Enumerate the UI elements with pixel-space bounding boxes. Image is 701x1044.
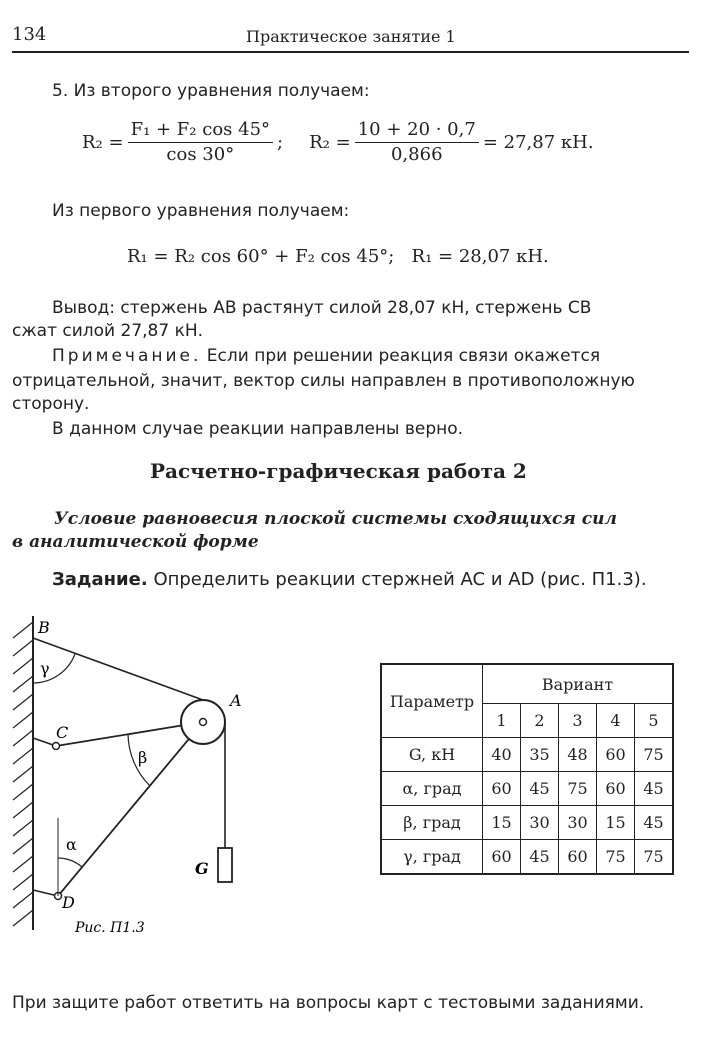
- section-subtitle-line2: в аналитической форме: [12, 532, 259, 552]
- note-line1-rest: Если при решении реакция связи окажется: [201, 346, 601, 366]
- label-a: A: [230, 691, 242, 710]
- row-param: G, кН: [381, 738, 483, 772]
- row-param: β, град: [381, 806, 483, 840]
- table-cell: 60: [483, 772, 521, 806]
- r2-separator: ;: [277, 132, 284, 153]
- label-beta: β: [138, 748, 148, 767]
- wall-hatching: [13, 622, 33, 926]
- label-b: B: [38, 618, 50, 637]
- label-d: D: [62, 893, 75, 912]
- table-cell: 35: [521, 738, 559, 772]
- rope-ba: [33, 638, 203, 700]
- figure-caption: Рис. П1.3: [75, 920, 145, 936]
- rod-da: [58, 722, 203, 896]
- r2b-fraction: [355, 120, 479, 165]
- table-row: [381, 840, 673, 875]
- table-cell: 45: [521, 840, 559, 875]
- section-subtitle-line1: Условие равновесия плоской системы сходящихся сил: [54, 509, 617, 529]
- r2-lhs: R₂ =: [82, 132, 124, 153]
- label-gamma: γ: [40, 659, 50, 678]
- table-cell: 75: [559, 772, 597, 806]
- variant-number: 3: [559, 704, 597, 738]
- table-header-row: [381, 664, 673, 704]
- row-param: α, град: [381, 772, 483, 806]
- section-title: Расчетно-графическая работа 2: [150, 459, 527, 483]
- variant-number: 5: [635, 704, 674, 738]
- variant-number: 4: [597, 704, 635, 738]
- table-cell: 60: [597, 738, 635, 772]
- table-row: [381, 806, 673, 840]
- label-alpha: α: [66, 835, 77, 854]
- table-cell: 45: [635, 772, 674, 806]
- note-line4: В данном случае реакции направлены верно.: [52, 419, 464, 439]
- table-cell: 75: [635, 840, 674, 875]
- note-line2: отрицательной, значит, вектор силы направлен в противоположную: [12, 371, 635, 391]
- table-cell: 60: [483, 840, 521, 875]
- r2b-denominator: 0,866: [390, 144, 443, 165]
- angle-alpha-arc: [58, 858, 82, 867]
- note-label: Примечание.: [52, 346, 202, 366]
- table-cell: 75: [635, 738, 674, 772]
- r2b-numerator: 10 + 20 · 0,7: [355, 120, 479, 143]
- task-label: Задание.: [52, 569, 148, 590]
- table-row: [381, 772, 673, 806]
- mechanics-figure: [0, 608, 300, 938]
- variant-header: Вариант: [483, 664, 674, 704]
- conclusion-line2: сжат силой 27,87 кН.: [12, 321, 204, 341]
- header-rule: [12, 51, 689, 53]
- variant-number: 1: [483, 704, 521, 738]
- pulley-axle: [200, 719, 207, 726]
- step5-intro: 5. Из второго уравнения получаем:: [52, 81, 370, 101]
- table-cell: 60: [559, 840, 597, 875]
- table-cell: 30: [559, 806, 597, 840]
- running-title: Практическое занятие 1: [246, 27, 456, 46]
- table-row: [381, 738, 673, 772]
- task-text: Определить реакции стержней AC и AD (рис. П1.3).: [147, 569, 647, 590]
- variant-number: 2: [521, 704, 559, 738]
- table-cell: 60: [597, 772, 635, 806]
- note-line1: [52, 345, 600, 368]
- r2-formula: [82, 120, 594, 165]
- page-number: 134: [12, 24, 47, 45]
- r2b-lhs: R₂ =: [309, 132, 351, 153]
- conclusion-line1: Вывод: стержень AB растянут силой 28,07 кН, стержень CB: [52, 298, 592, 318]
- weight-g: [218, 848, 232, 882]
- table-cell: 45: [521, 772, 559, 806]
- label-g: G: [195, 859, 209, 878]
- task-line: [52, 568, 647, 591]
- r2-numerator: F₁ + F₂ cos 45°: [128, 120, 273, 143]
- hinge-c: [53, 743, 60, 750]
- row-param: γ, град: [381, 840, 483, 875]
- r2-fraction: [128, 120, 273, 165]
- r2b-result: = 27,87 кН.: [482, 132, 594, 153]
- footer-text: При защите работ ответить на вопросы карт с тестовыми заданиями.: [12, 993, 645, 1013]
- note-line3: сторону.: [12, 394, 90, 414]
- table-cell: 30: [521, 806, 559, 840]
- r1-formula: R₁ = R₂ cos 60° + F₂ cos 45°; R₁ = 28,07 кН.: [127, 246, 549, 267]
- table-cell: 75: [597, 840, 635, 875]
- table-cell: 15: [483, 806, 521, 840]
- parameter-table: [380, 663, 674, 875]
- first-eq-intro: Из первого уравнения получаем:: [52, 201, 350, 221]
- table-cell: 40: [483, 738, 521, 772]
- table-cell: 48: [559, 738, 597, 772]
- label-c: C: [56, 723, 69, 742]
- table-cell: 45: [635, 806, 674, 840]
- table-cell: 15: [597, 806, 635, 840]
- r2-denominator: cos 30°: [166, 144, 235, 165]
- param-header: Параметр: [381, 664, 483, 738]
